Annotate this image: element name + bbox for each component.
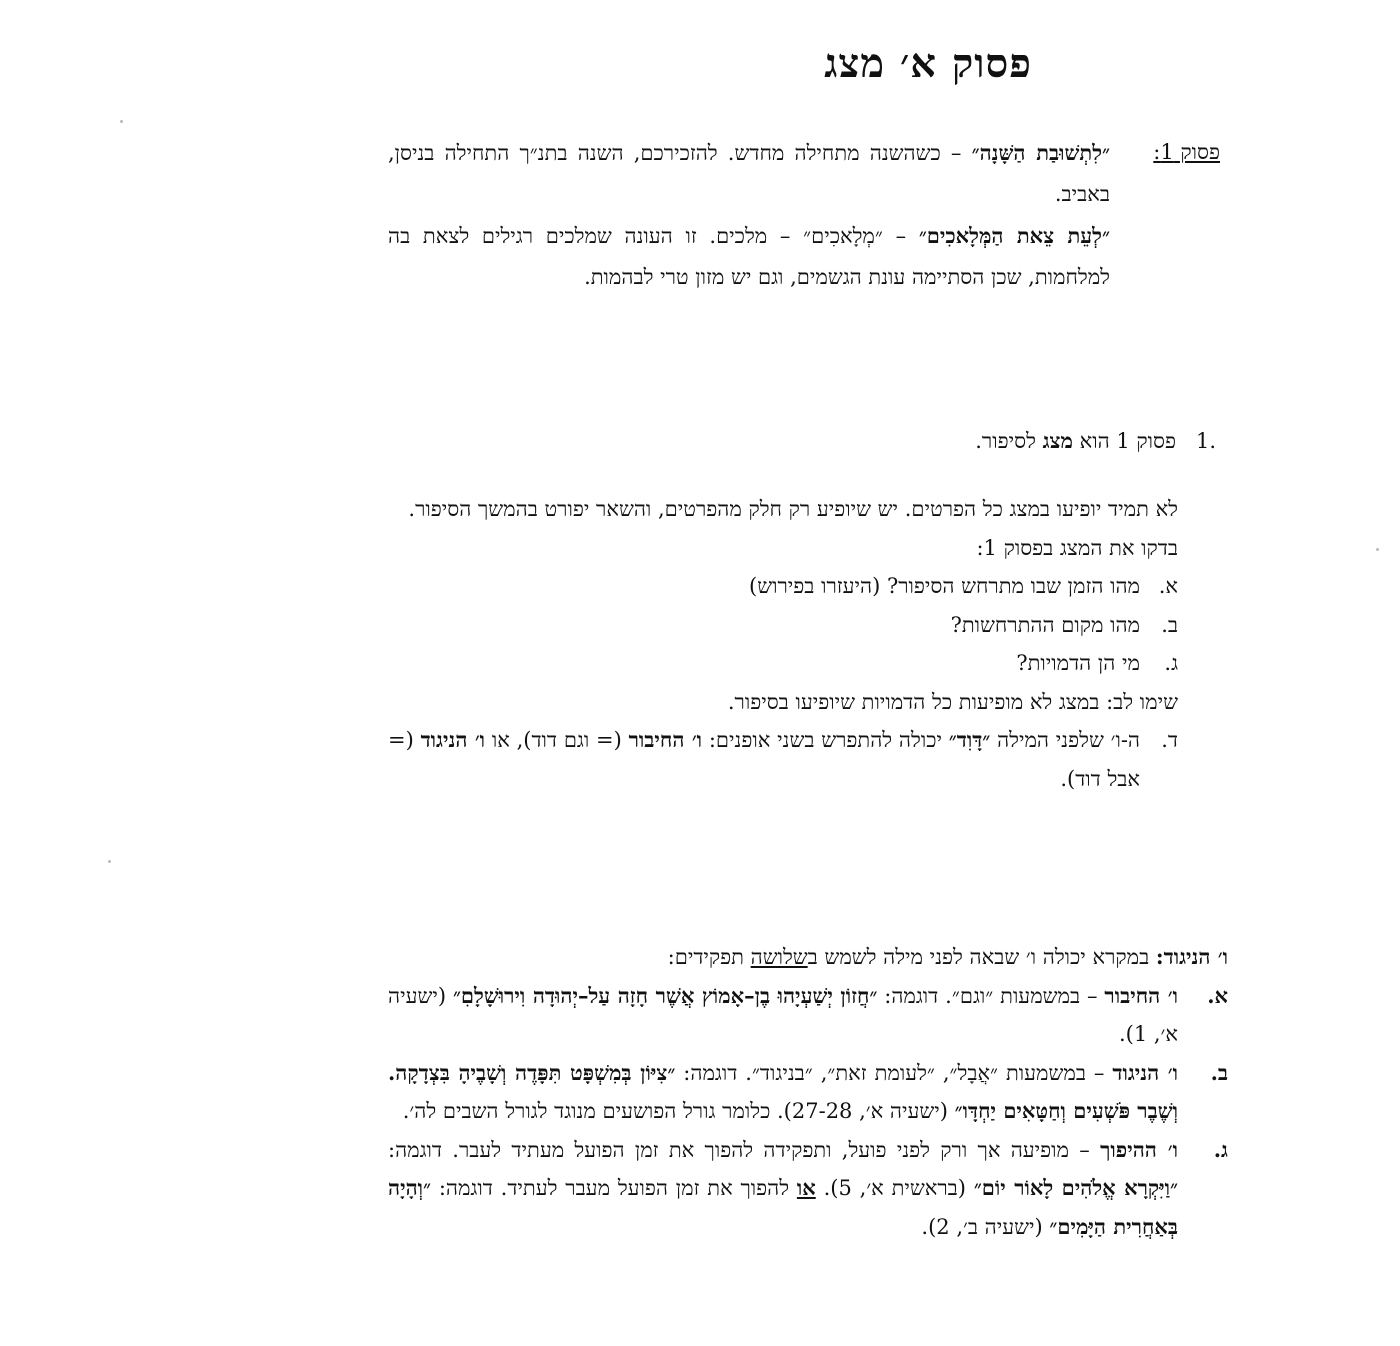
setting-instructions (388, 490, 1178, 798)
role-name: ו׳ החיבור (1104, 982, 1178, 1008)
item-text: מהו הזמן שבו מתרחש הסיפור? (היעזרו בפירוש) (749, 574, 1140, 598)
intro-instruction: בדקו את המצג בפסוק 1: (976, 535, 1178, 560)
page-title: פסוק א׳ מצג (824, 40, 1032, 87)
intro-note: שימו לב: במצג לא מופיעות כל הדמויות שיופיעו בסיפור. (727, 689, 1178, 714)
role-or: או (796, 1175, 816, 1200)
role-example: ״חֲזוֹן יְשַׁעְיָהוּ בֶן–אָמוֹץ אֲשֶׁר חָזָה עַל–יְהוּדָה וִירוּשָׁלָםִ״ (452, 982, 878, 1008)
role-name: ו׳ הניגוד (1112, 1059, 1178, 1085)
sub-question-list-d (388, 721, 1178, 798)
vav-role-list (388, 977, 1228, 1247)
verse-explanation-1: – כשהשנה מתחילה מחדש. להזכירכם, השנה בתנ״ך התחילה בניסן, באביב. (388, 141, 1110, 206)
vav-explanation (388, 938, 1228, 1246)
list-item (388, 721, 1178, 798)
role-text-1: – מופיעה אך ורק לפני פועל, ותפקידה להפוך את זמן הפועל מעתיד לעבר. דוגמה: (388, 1137, 1101, 1162)
intro-paragraph: לא תמיד יופיעו במצג כל הפרטים. יש שיופיע רק חלק מהפרטים, והשאר יפורט בהמשך הסיפור. (408, 497, 1178, 521)
question-1 (975, 420, 1216, 462)
scan-speck (1376, 548, 1379, 551)
role-example: ״וַיִּקְרָא אֱלֹהִים לָאוֹר יוֹם״ (973, 1175, 1179, 1200)
item-letter: ג. (1213, 1136, 1228, 1162)
vav-heading-underlined: שלושה (750, 945, 808, 969)
sub-question-list (388, 567, 1178, 683)
verse-quote-1: ״לִתְשׁוּבַת הַשָּׁנָה״ (971, 140, 1111, 165)
role-text-2: (ישעיה א׳, 1). (388, 983, 1178, 1046)
verse-line-1 (388, 132, 1110, 215)
item-letter: ב. (1161, 612, 1178, 637)
item-text: מהו מקום ההתרחשות? (950, 612, 1140, 637)
list-item (388, 644, 1178, 683)
list-item (388, 977, 1228, 1054)
item-text: מי הן הדמויות? (1016, 651, 1140, 675)
verse-explanation-2: – מלכים. זו העונה שמלכים רגילים לצאת בה למלחמות, שכן הסתיימה עונת הגשמים, וגם יש מזון טרי לבהמות. (388, 224, 1110, 289)
role-example-2: ״וְהָיָה בְּאַחֲרִית הַיָּמִים״ (388, 1175, 1178, 1239)
role-example: ״צִיּוֹן בְּמִשְׁפָּט תִּפָּדֶה וְשָׁבֶיהָ בִּצְדָקָה. וְשֶׁבֶר פֹּשְׁעִים וְחַטָּאִים יַחְדָּו״ (388, 1059, 1178, 1123)
role-text-2: (ישעיה א׳, 27-28). כלומר גורל הפושעים מנוגד לגורל השבים לה׳. (402, 1099, 955, 1123)
scan-speck (120, 120, 123, 123)
list-item (388, 606, 1178, 645)
role-text-1: – במשמעות ״וגם״. דוגמה: (877, 983, 1105, 1008)
role-text-4: (ישעיה ב׳, 2). (921, 1214, 1050, 1239)
verse-commentary (388, 132, 1218, 298)
vav-heading-bold: ו׳ הניגוד: (1155, 944, 1228, 969)
verse-quote-3: ״מְלָאכִים״ (803, 224, 883, 248)
item-d-text-4: (= אבל דוד). (388, 728, 1140, 791)
item-letter: א. (1207, 982, 1228, 1008)
item-letter: ג. (1164, 651, 1178, 675)
role-text-1: – במשמעות ״אֲבָל״, ״לעומת זאת״, ״בניגוד״. דוגמה: (675, 1060, 1113, 1085)
verse-quote-2: ״לְעֵת צֵאת הַמְּלָאכִים״ (918, 223, 1110, 248)
verse-dash: – (882, 224, 919, 248)
item-d-bold-3: ו׳ הניגוד (420, 727, 486, 752)
list-item (388, 1054, 1228, 1131)
question-text-after: לסיפור. (975, 429, 1043, 453)
vav-heading-text-2: תפקידים: (667, 945, 751, 969)
vav-heading-text-1: במקרא יכולה ו׳ שבאה לפני מילה לשמש ב (807, 945, 1156, 969)
role-name: ו׳ ההיפוך (1100, 1136, 1178, 1162)
item-letter: א. (1158, 574, 1178, 598)
question-bold-term: מצג (1042, 428, 1073, 453)
item-letter: ד. (1161, 728, 1178, 752)
item-d-bold-2: ו׳ החיבור (628, 727, 703, 752)
item-d-text-3: (= וגם דוד), או (485, 728, 629, 752)
scan-speck (108, 860, 111, 863)
item-d-text-1: ה-ו׳ שלפני המילה (990, 728, 1140, 752)
verse-line-2 (388, 215, 1110, 298)
item-d-bold-1: ״דָּוִד״ (948, 727, 991, 752)
item-d-text-2: יכולה להתפרש בשני אופנים: (702, 728, 949, 752)
question-text-before: פסוק 1 הוא (1072, 429, 1176, 453)
role-text-3: להפוך את זמן הפועל מעבר לעתיד. דוגמה: (431, 1176, 797, 1200)
list-item (388, 567, 1178, 606)
verse-label: פסוק 1: (1153, 140, 1220, 164)
question-number: .1 (1195, 429, 1216, 453)
role-text-2: (בראשית א׳, 5). (815, 1176, 974, 1200)
item-letter: ב. (1210, 1059, 1228, 1085)
vav-heading (388, 938, 1228, 977)
list-item (388, 1131, 1228, 1247)
